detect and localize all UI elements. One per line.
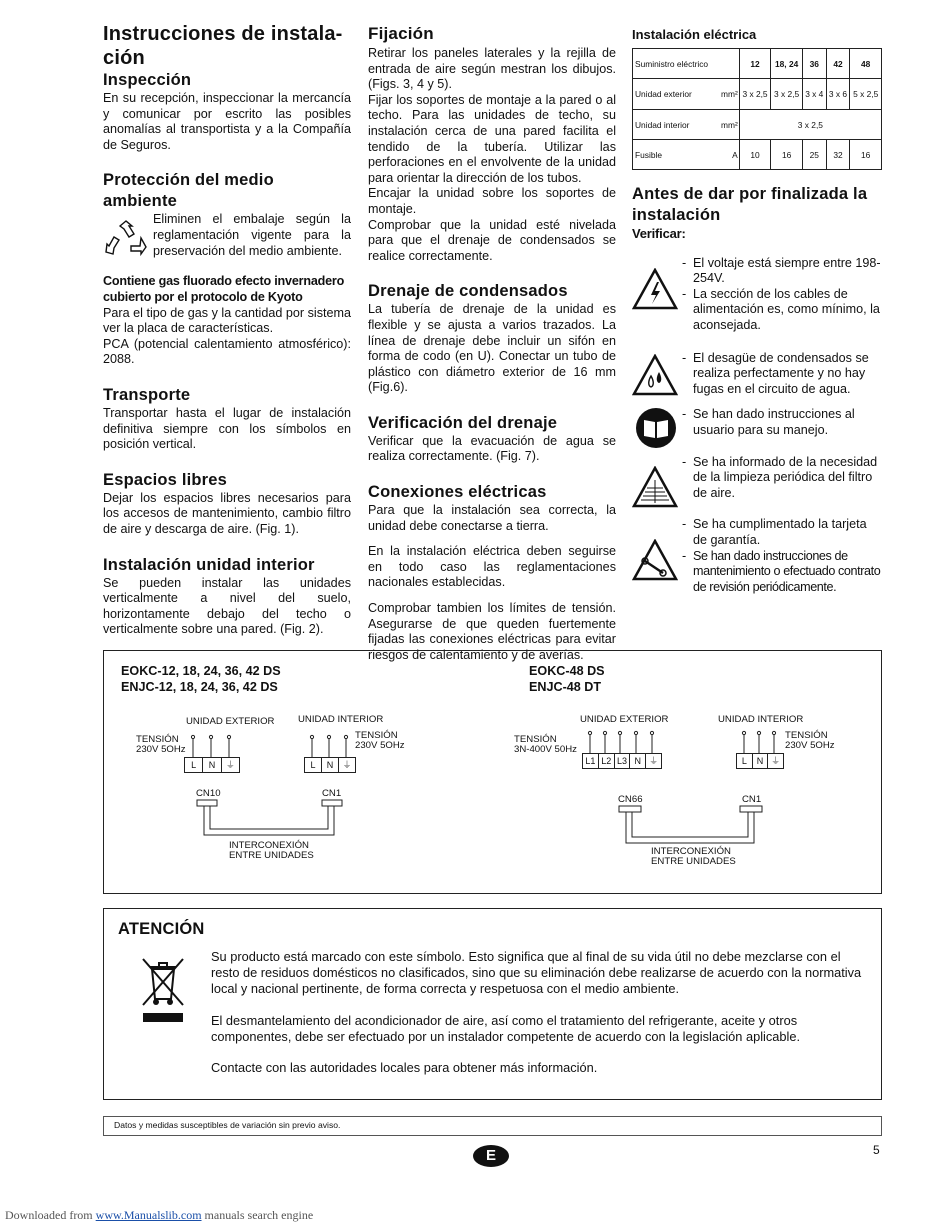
ext-tension-right: TENSIÓN (514, 734, 557, 745)
cn-int-left: CN1 (322, 788, 342, 799)
ext-tension-value-left: 230V 5OHz (136, 744, 186, 755)
text-fijacion-3: Encajar la unidad sobre los soportes de montaje. (368, 186, 616, 216)
text-fijacion-4: Comprobar que la unidad esté nivelada para que el drenaje de condensados se realice correctamente. (368, 217, 616, 263)
int-unit-label-right: UNIDAD INTERIOR (718, 714, 804, 725)
checklist (632, 256, 882, 631)
atencion-text-1: Su producto está marcado con este símbolo. Esto significa que al final de su vida útil no debe mezclarse con el resto de residuos domésticos no clasificados, sino que su eliminación debe realizarse de acuerdo con la normativa local y nacional pertinente, de forma correcta y respetuosa con el medio ambiente. (211, 949, 862, 996)
table-cell: Unidad exterior (633, 79, 721, 110)
terminal: ⏚ (771, 756, 781, 766)
cn-int-right: CN1 (742, 794, 762, 805)
heading-conexiones: Conexiones eléctricas (368, 483, 547, 502)
table-cell (720, 49, 739, 79)
model-right-1: EOKC-48 DS (529, 664, 605, 678)
table-header-row (633, 49, 882, 79)
disclaimer-note (103, 1116, 882, 1136)
column-2 (368, 22, 616, 663)
terminal-block-ext-left (184, 757, 240, 773)
terminal: N (322, 758, 339, 772)
table-row (633, 140, 882, 170)
list-item: - Se han dado instrucciones de mantenimiento o efectuado contrato de revisión periódicamente. (682, 549, 882, 596)
list-item: - La sección de los cables de alimentación es, como mínimo, la aconsejada. (682, 287, 882, 334)
terminal: ⏚ (225, 760, 235, 770)
download-footer (5, 1208, 313, 1223)
table-cell: A (720, 140, 739, 170)
table-cell: Suministro eléctrico (633, 49, 721, 79)
water-warning-icon (632, 354, 678, 396)
heading-verificacion: Verificación del drenaje (368, 413, 558, 432)
text-conexiones-1: Para que la instalación sea correcta, la unidad debe conectarse a tierra. (368, 503, 616, 533)
terminal: N (203, 758, 221, 772)
model-left-2: ENJC-12, 18, 24, 36, 42 DS (121, 680, 278, 694)
table-cell: 36 (802, 49, 826, 79)
heading-espacios: Espacios libres (103, 470, 228, 489)
atencion-text-2: El desmantelamiento del acondicionador de aire, así como el tratamiento del refrigerante, aceite y otros componentes, debe ser efectuado por un instalador competente de acuerdo con la legislación aplicable. (211, 1013, 801, 1044)
atencion-heading: ATENCIÓN (118, 920, 205, 938)
filter-warning-icon (632, 466, 678, 508)
text-conexiones-3: Comprobar tambien los límites de tensión. Asegurarse de que queden fuertemente fijadas las conexiones eléctricas para evitar riesgos de calentamiento y de averías. (368, 601, 616, 662)
table-cell: 16 (771, 140, 803, 170)
heading-gas: Contiene gas fluorado efecto invernadero cubierto por el protocolo de Kyoto (103, 274, 345, 304)
footer-prefix: Downloaded from (5, 1208, 96, 1222)
terminal: L2 (599, 754, 615, 768)
electrical-table (632, 48, 882, 170)
table-cell: mm² (720, 110, 739, 140)
maintenance-warning-icon (632, 539, 678, 581)
recycle-icon (103, 220, 149, 260)
terminal-block-int-right (736, 753, 784, 769)
int-tension-left: TENSIÓN (355, 730, 398, 741)
table-cell: 42 (826, 49, 850, 79)
interconnect-label-left-1: INTERCONEXIÓN (229, 840, 309, 851)
table-row (633, 79, 882, 110)
terminal: ⏚ (649, 756, 659, 766)
table-cell: 3 x 2,5 (771, 79, 803, 110)
atencion-text-3: Contacte con las autoridades locales para obtener más información. (211, 1060, 598, 1075)
int-tension-value-right: 230V 5OHz (785, 740, 835, 751)
table-cell: 3 x 6 (826, 79, 850, 110)
manual-book-icon (635, 407, 677, 449)
heading-drenaje: Drenaje de condensados (368, 282, 568, 301)
terminal: N (753, 754, 769, 768)
terminal: L3 (615, 754, 631, 768)
table-cell: 25 (802, 140, 826, 170)
list-item: - Se han dado instrucciones al usuario para su manejo. (682, 407, 882, 438)
text-transporte: Transportar hasta el lugar de instalación definitiva siempre con los símbolos en posición vertical. (103, 405, 351, 452)
table-title: Instalación eléctrica (632, 27, 757, 42)
table-cell: 48 (850, 49, 882, 79)
list-item: - Se ha informado de la necesidad de la limpieza periódica del filtro de aire. (682, 455, 882, 502)
table-cell: 3 x 4 (802, 79, 826, 110)
column-1 (103, 22, 351, 638)
table-cell: 32 (826, 140, 850, 170)
interconnect-label-left-2: ENTRE UNIDADES (229, 850, 314, 861)
text-fijacion-2: Fijar los soportes de montaje a la pared o al techo. Para las unidades de techo, su instalación cerca de una pared facilita el tendido de la tubería. Utilizar las perforaciones en el envolvente de la unidad para orientar la dirección de los tubos. (368, 92, 616, 185)
int-tension-value-left: 230V 5OHz (355, 740, 405, 751)
table-cell: 10 (739, 140, 771, 170)
list-item: - Se ha cumplimentado la tarjeta de garantía. (682, 517, 882, 548)
text-conexiones-2: En la instalación eléctrica deben seguirse en todo caso las reglamentaciones nacionales establecidas. (368, 544, 616, 590)
terminal-block-int-left (304, 757, 356, 773)
wiring-diagrams (103, 650, 882, 894)
terminal-block-ext-right (582, 753, 662, 769)
table-cell: mm² (720, 79, 739, 110)
page-title: Instrucciones de instala-ción (103, 23, 343, 69)
weee-bin-icon (141, 953, 185, 1023)
table-cell: Fusible (633, 140, 721, 170)
manualslib-link[interactable]: www.Manualslib.com (95, 1208, 202, 1222)
terminal: L1 (583, 754, 599, 768)
language-badge: E (473, 1145, 509, 1167)
column-3 (632, 27, 882, 631)
text-inspeccion: En su recepción, inspeccionar la mercancía y comunicar por escrito las posibles anomalías al transportista y a la Compañía de Seguros. (103, 91, 351, 152)
text-espacios: Dejar los espacios libres necesarios para los accesos de mantenimiento, cambio filtro de aire y descarga de aire. (Fig. 1). (103, 490, 351, 536)
text-gas-1: Para el tipo de gas y la cantidad por sistema ver la placa de características. (103, 305, 351, 336)
int-tension-right: TENSIÓN (785, 730, 828, 741)
terminal: ⏚ (342, 760, 352, 770)
footer-suffix: manuals search engine (201, 1208, 314, 1222)
page-number: 5 (873, 1143, 880, 1157)
text-drenaje: La tubería de drenaje de la unidad es flexible y se ajusta a varios trazados. La línea de drenaje debe incluir un sifón en forma de codo (en U). Conectar un tubo de plástico con diámetro exterior de 16 mm (Fig.6). (368, 302, 616, 395)
table-cell: 12 (739, 49, 771, 79)
list-item: - El desagüe de condensados se realiza perfectamente y no hay fugas en el circuito de agua. (682, 351, 882, 398)
text-proteccion: Eliminen el embalaje según la reglamentación vigente para la preservación del medio ambiente. (153, 212, 351, 258)
terminal: L (185, 758, 203, 772)
text-instalacion: Se pueden instalar las unidades verticalmente a nivel del suelo, horizontamente debajo del techo o verticalmente sobre una pared. (Fig. 2). (103, 575, 351, 637)
table-cell: 3 x 2,5 (739, 79, 771, 110)
heading-instalacion: Instalación unidad interior (103, 555, 315, 574)
int-unit-label-left: UNIDAD INTERIOR (298, 714, 384, 725)
table-cell: 3 x 2,5 (739, 110, 881, 140)
heading-antes: Antes de dar por finalizada la instalación (632, 185, 868, 224)
terminal: N (630, 754, 646, 768)
atencion-box (103, 908, 882, 1100)
ext-tension-value-right: 3N-400V 50Hz (514, 744, 577, 755)
text-verificacion: Verificar que la evacuación de agua se realiza correctamente. (Fig. 7). (368, 433, 616, 464)
table-cell: Unidad interior (633, 110, 721, 140)
heading-transporte: Transporte (103, 385, 191, 404)
heading-proteccion: Protección del medio ambiente (103, 171, 274, 211)
table-row (633, 110, 882, 140)
text-gas-2: PCA (potencial calentamiento atmosférico): 2088. (103, 336, 351, 367)
list-item: - El voltaje está siempre entre 198-254V. (682, 256, 882, 287)
electric-warning-icon (632, 268, 678, 310)
ext-tension-left: TENSIÓN (136, 734, 179, 745)
cn-ext-right: CN66 (618, 794, 643, 805)
terminal: L (737, 754, 753, 768)
text-fijacion-1: Retirar los paneles laterales y la rejilla de entrada de aire según mestran los dibujos. (Figs. 3, 4 y 5). (368, 46, 616, 92)
recycle-block (103, 212, 351, 262)
terminal: L (305, 758, 322, 772)
heading-inspeccion: Inspección (103, 71, 192, 89)
heading-fijacion: Fijación (368, 24, 434, 43)
model-left-1: EOKC-12, 18, 24, 36, 42 DS (121, 664, 281, 678)
interconnect-label-right-2: ENTRE UNIDADES (651, 856, 736, 867)
ext-unit-label-right: UNIDAD EXTERIOR (580, 714, 669, 725)
table-cell: 18, 24 (771, 49, 803, 79)
disclaimer-text: Datos y medidas susceptibles de variación sin previo aviso. (114, 1120, 341, 1130)
interconnect-label-right-1: INTERCONEXIÓN (651, 846, 731, 857)
verificar-label: Verificar: (632, 226, 686, 241)
cn-ext-left: CN10 (196, 788, 221, 799)
table-cell: 16 (850, 140, 882, 170)
ext-unit-label-left: UNIDAD EXTERIOR (186, 716, 275, 727)
table-cell: 5 x 2,5 (850, 79, 882, 110)
model-right-2: ENJC-48 DT (529, 680, 602, 694)
